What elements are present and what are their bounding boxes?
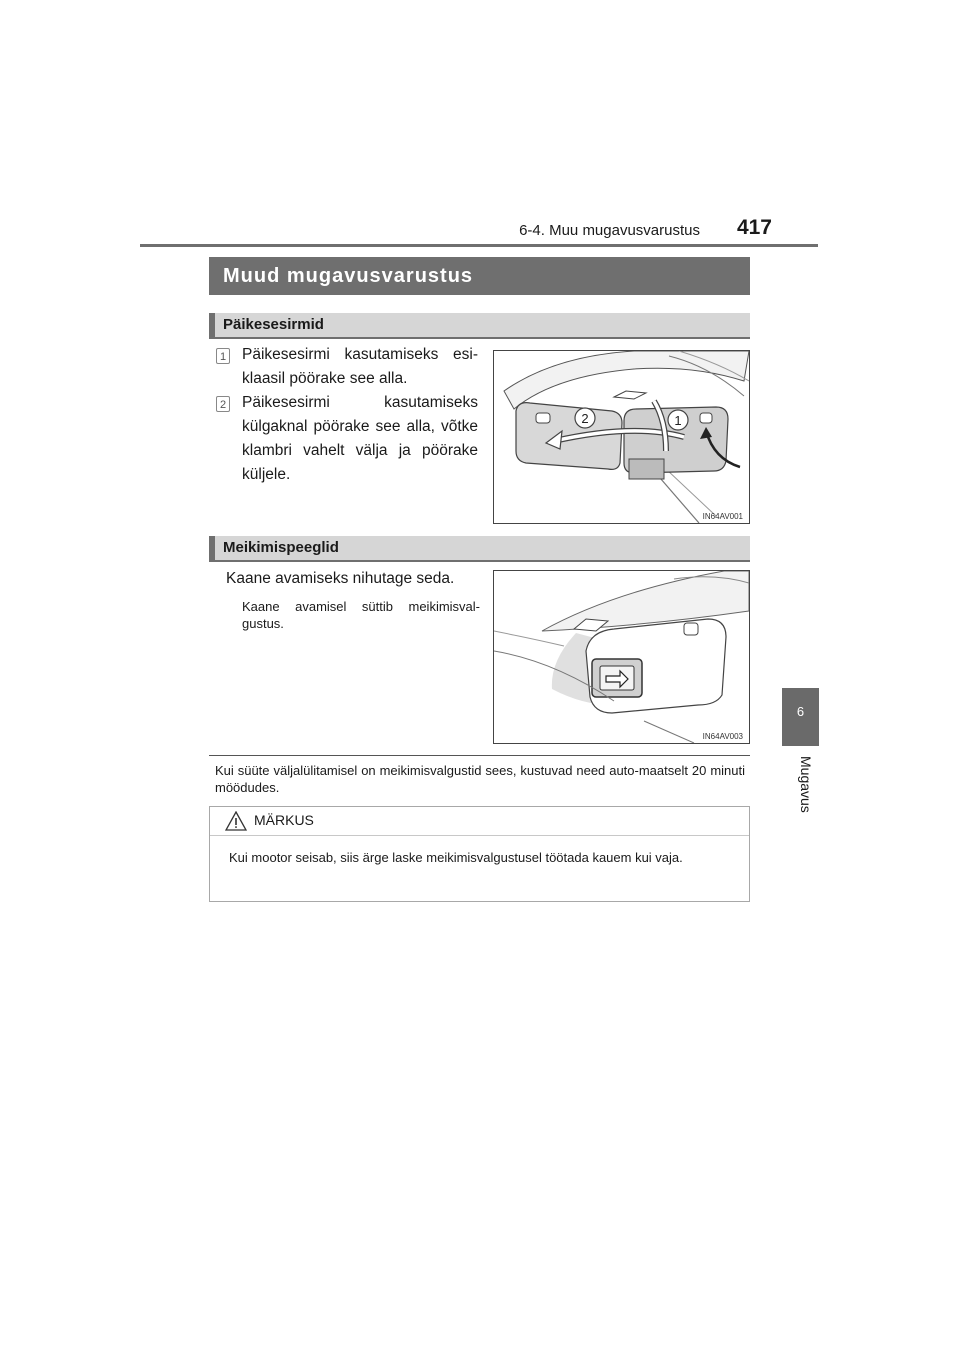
sun-visor-illustration — [494, 351, 749, 523]
notice-label: MÄRKUS — [254, 812, 314, 828]
section-heading-vanity-mirrors: Meikimispeeglid — [209, 536, 750, 562]
step-marker-1: 1 — [216, 348, 230, 364]
step-text-2: Päikesesirmi kasutamiseks külgaknal pöörake see alla, võtke klambri vahelt välja ja pöörake küljele. — [242, 394, 478, 483]
notice-divider — [210, 835, 749, 836]
figure-code: IN64AV001 — [702, 512, 743, 521]
warning-triangle-icon — [225, 811, 247, 831]
vanity-detail: Kaane avamisel süttib meikimisval-gustus. — [242, 599, 480, 631]
chapter-label: Mugavus — [798, 756, 814, 813]
vanity-instruction: Kaane avamiseks nihutage seda. — [226, 570, 455, 587]
notice-text: Kui mootor seisab, siis ärge laske meikimisvalgustusel töötada kauem kui vaja. — [229, 850, 683, 865]
step-marker-2: 2 — [216, 396, 230, 412]
vanity-mirror-illustration — [494, 571, 749, 743]
running-header-section: 6-4. Muu mugavusvarustus — [519, 222, 700, 239]
note-text: Kui süüte väljalülitamisel on meikimisvalgustid sees, kustuvad need auto-maatselt 20 minuti möödudes. — [215, 763, 745, 795]
chapter-tab: 6 — [782, 688, 819, 746]
figure-code: IN64AV003 — [702, 732, 743, 741]
page-number: 417 — [736, 216, 772, 239]
figure-callout-1: 1 — [674, 413, 682, 428]
section-heading-sun-visors: Päikesesirmid — [209, 313, 750, 339]
figure-callout-2: 2 — [581, 411, 589, 426]
header-rule — [140, 244, 818, 247]
sun-visor-figure — [493, 350, 750, 524]
page-title: Muud mugavusvarustus — [209, 257, 750, 295]
step-text-1: Päikesesirmi kasutamiseks esi-klaasil pöörake see alla. — [242, 346, 478, 387]
vanity-mirror-figure — [493, 570, 750, 744]
note-divider — [209, 755, 750, 756]
